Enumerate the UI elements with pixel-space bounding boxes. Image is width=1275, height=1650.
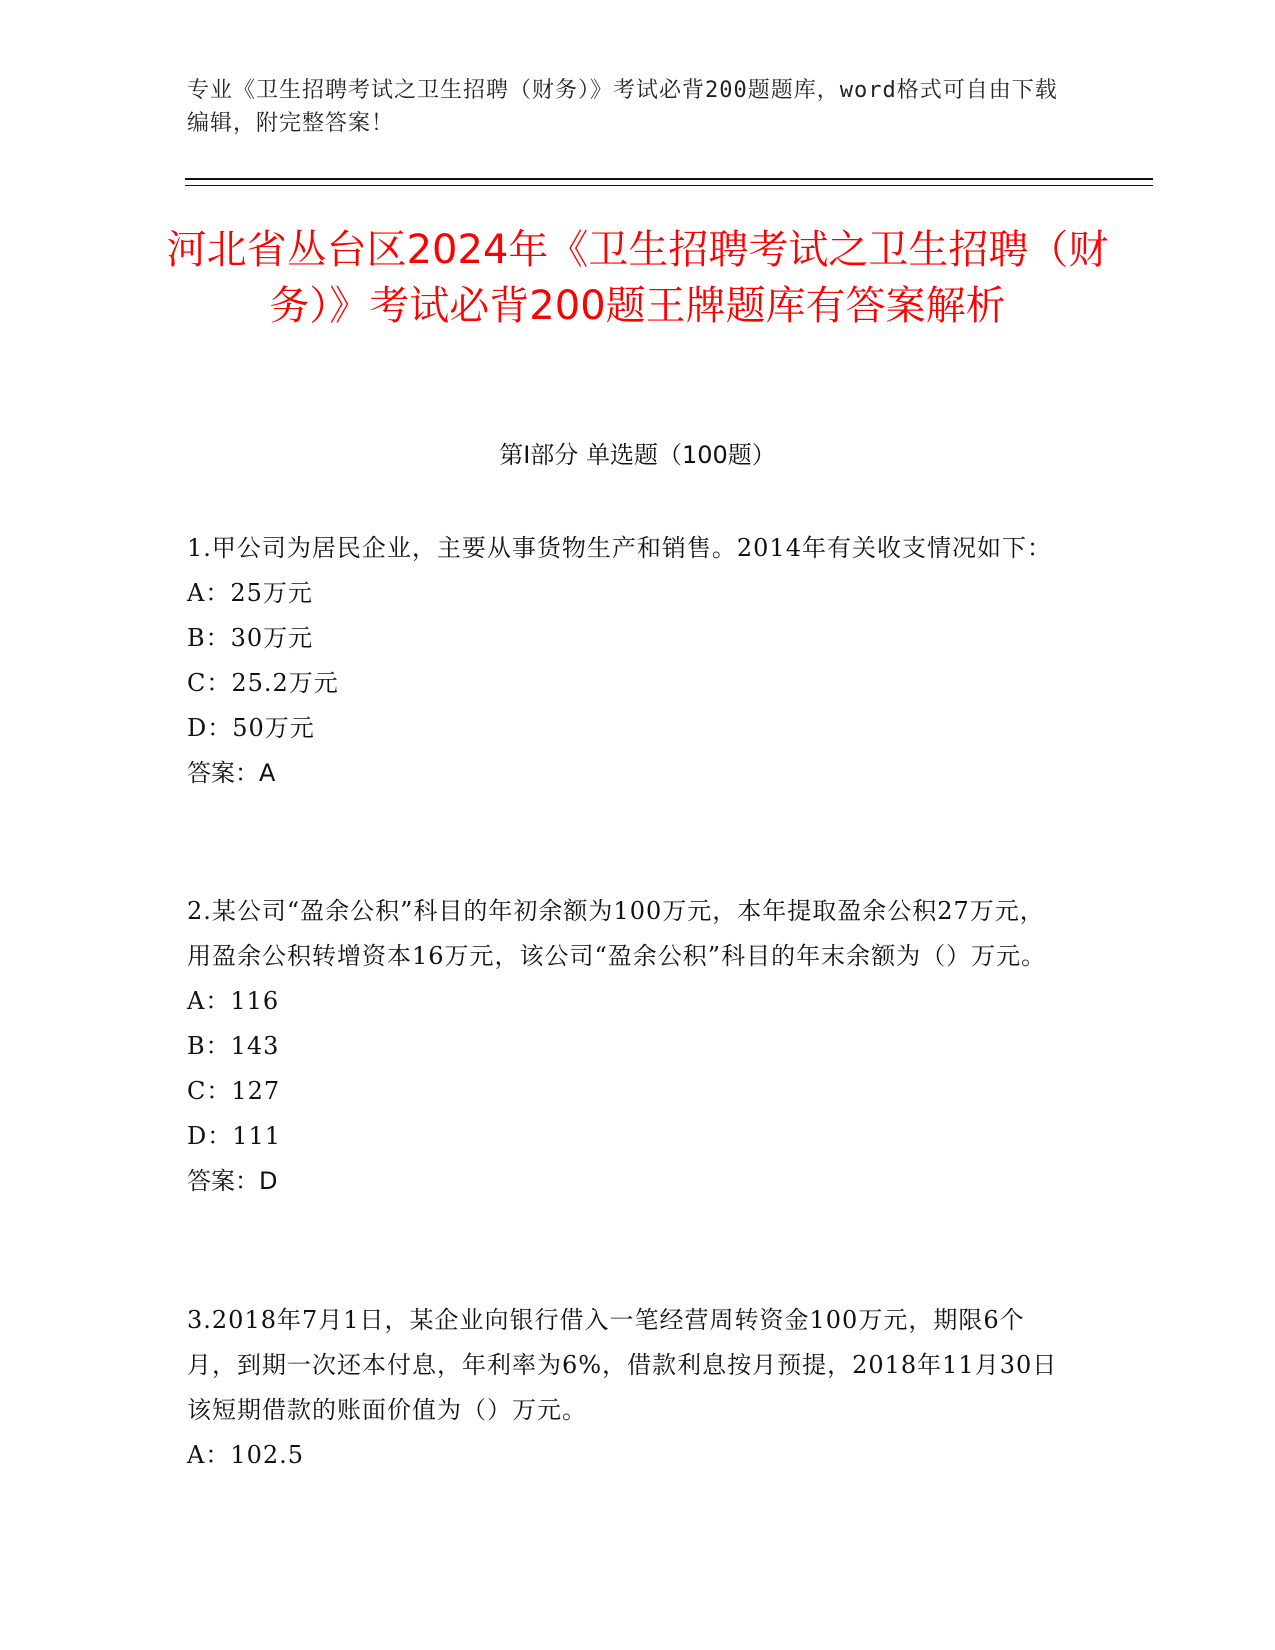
document-title: 河北省丛台区2024年《卫生招聘考试之卫生招聘（财务）》考试必背200题王牌题库有答案解析 (166, 227, 1109, 329)
question-2 (187, 889, 1067, 1204)
header-rule-thick (185, 178, 1153, 180)
header-rule-thin (185, 185, 1153, 186)
option-a: A：102.5 (187, 1441, 305, 1469)
section-heading: 第I部分 单选题（100题） (499, 441, 776, 469)
question-stem: 2.某公司“盈余公积”科目的年初余额为100万元，本年提取盈余公积27万元，用盈余公积转增资本16万元，该公司“盈余公积”科目的年末余额为（）万元。 (187, 897, 1047, 970)
option-a: A：116 (187, 987, 280, 1015)
question-stem: 1.甲公司为居民企业，主要从事货物生产和销售。2014年有关收支情况如下： (187, 534, 1052, 562)
question-3 (187, 1298, 1067, 1478)
option-b: B：30万元 (187, 624, 314, 652)
option-c: C：127 (187, 1077, 281, 1105)
option-b: B：143 (187, 1032, 280, 1060)
answer: 答案：D (187, 1167, 278, 1195)
option-d: D：50万元 (187, 714, 315, 742)
option-a: A：25万元 (187, 579, 313, 607)
question-stem: 3.2018年7月1日，某企业向银行借入一笔经营周转资金100万元，期限6个月，到期一次还本付息，年利率为6%，借款利息按月预提，2018年11月30日该短期借款的账面价值为（）万元。 (187, 1306, 1058, 1424)
option-d: D：111 (187, 1122, 282, 1150)
option-c: C：25.2万元 (187, 669, 339, 697)
question-1 (187, 526, 1067, 796)
answer: 答案：A (187, 759, 276, 787)
intro-text: 专业《卫生招聘考试之卫生招聘（财务）》考试必背200题题库，word格式可自由下载编辑，附完整答案！ (187, 78, 1058, 136)
